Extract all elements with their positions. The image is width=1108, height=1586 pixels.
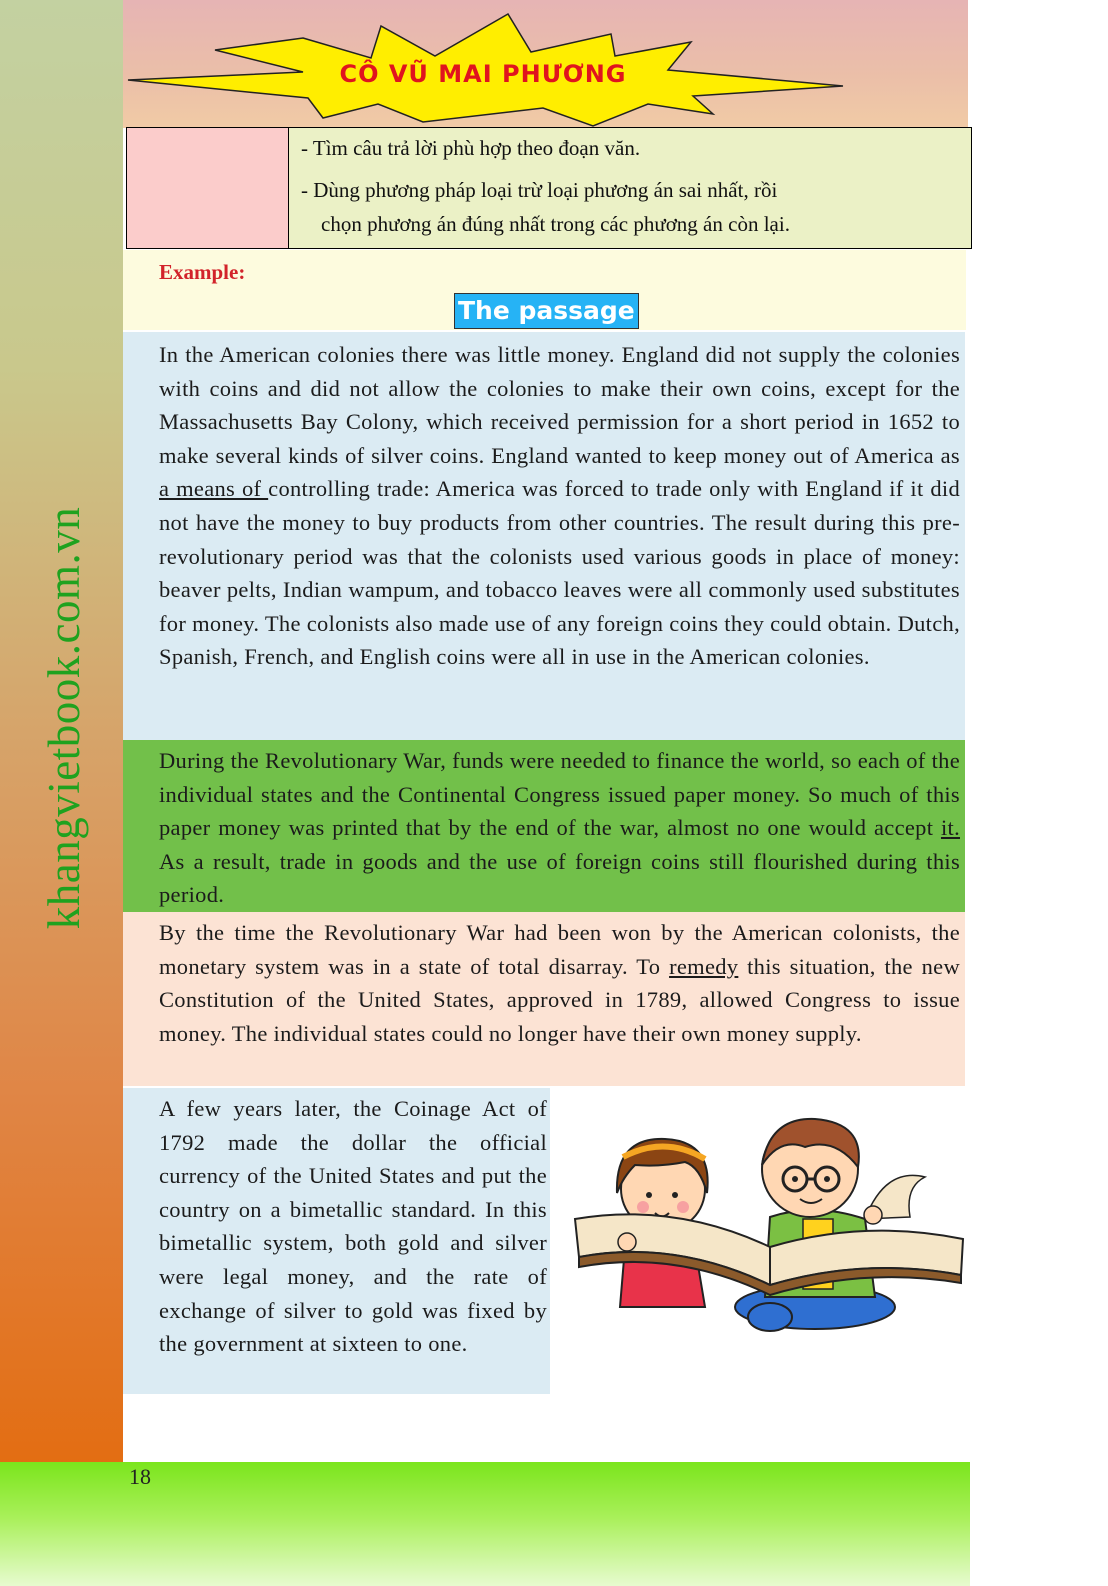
- paragraph-3: [123, 912, 965, 1086]
- passage-title: The passage: [454, 293, 639, 329]
- tip-line-2a: - Dùng phương pháp loại trừ loại phương án sai nhất, rồi: [301, 178, 778, 202]
- underlined-word-remedy: remedy: [669, 953, 739, 979]
- paragraph-1-text-a: In the American colonies there was little money. England did not supply the colonies with coins and did not allow the colonies to make their own coins, except for the Massachusetts Bay Colony, which received permission for a short period in 1652 to make several kinds of silver coins. England wanted to keep money out of America as: [159, 342, 960, 468]
- example-band: [123, 250, 966, 330]
- example-label: Example:: [159, 260, 246, 284]
- tip-line-1: - Tìm câu trả lời phù hợp theo đoạn văn.: [301, 136, 641, 160]
- paragraph-3-text-b: this situation, the new Constitution of the United States, approved in 1789, allowed Congress to issue money. The individual states could no longer have their own money supply.: [159, 953, 960, 1046]
- underlined-word-it: it.: [940, 815, 960, 841]
- tips-right-cell: [289, 128, 971, 248]
- tips-left-cell: [127, 128, 289, 248]
- paragraph-2-text-a: During the Revolutionary War, funds were needed to finance the world, so each of the individual states and the Continental Congress issued paper money. So much of this paper money was printed that by the end of the war, almost no one would accept: [159, 748, 960, 841]
- underlined-phrase-means: a means of: [159, 476, 269, 502]
- paragraph-1-text-b: controlling trade: America was forced to trade only with England if it did not have the money to buy products from other countries. The result during this pre- revolutionary period was that the colonists used various goods in place of money: beaver pelts, Indian wampum, and tobacco leaves were all commonly used substitutes for money. The colonists also made use of any foreign coins they could obtain. Dutch, Spanish, French, and English coins were all in use in the American colonies.: [159, 476, 960, 670]
- paragraph-2-text-b: As a result, trade in goods and the use of foreign coins still flourished during this period.: [159, 848, 960, 908]
- paragraph-4: A few years later, the Coinage Act of 1792 made the dollar the official currency of the United States and put the country on a bimetallic standard. In this bimetallic system, both gold and silver were legal money, and the rate of exchange of silver to gold was fixed by the government at sixteen to one.: [123, 1088, 550, 1394]
- tips-table: [126, 127, 972, 249]
- tip-line-2: [301, 173, 953, 241]
- paragraph-1: [123, 332, 965, 740]
- tip-line-2b: chọn phương án đúng nhất trong các phương án còn lại.: [321, 212, 790, 236]
- kids-reading-illustration: [565, 1107, 965, 1337]
- watermark-text: khangvietbook.com.vn: [39, 506, 89, 930]
- paragraph-2: [123, 740, 965, 912]
- watermark: [14, 488, 114, 948]
- page-number: 18: [129, 1464, 151, 1489]
- header-banner: [123, 0, 968, 128]
- header-title: CÔ VŨ MAI PHƯƠNG: [339, 60, 627, 88]
- paragraph-3-text-a: By the time the Revolutionary War had been won by the American colonists, the monetary system was in a state of total disarray. To: [159, 920, 960, 979]
